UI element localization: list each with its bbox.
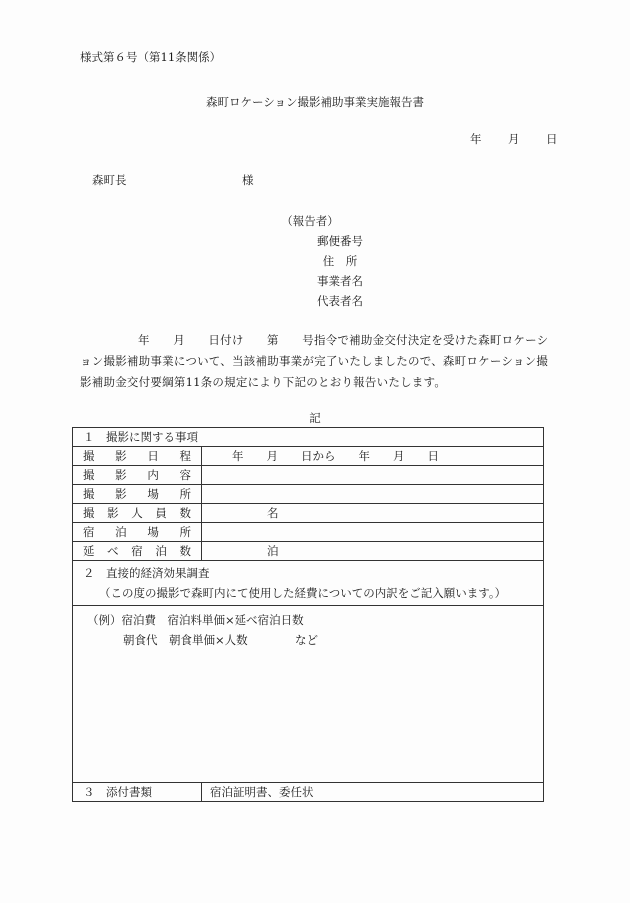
addressee-honorific: 様 bbox=[242, 173, 254, 187]
schedule-value: 年 月 日から 年 月 日 bbox=[232, 449, 439, 463]
row-value-staff-count bbox=[202, 504, 544, 523]
reporter-company-name: 事業者名 bbox=[317, 274, 363, 288]
addressee-name: 森町長 bbox=[92, 173, 127, 187]
reporter-address: 住 所 bbox=[322, 254, 358, 268]
body-paragraph bbox=[80, 330, 550, 393]
report-table bbox=[72, 427, 544, 802]
table-row bbox=[73, 447, 544, 466]
reporter-representative: 代表者名 bbox=[317, 294, 363, 308]
addressee bbox=[92, 172, 254, 188]
table-row bbox=[73, 466, 544, 485]
row-label-shooting-schedule: 撮影日程 bbox=[73, 447, 202, 466]
document-title: 森町ロケーション撮影補助事業実施報告書 bbox=[205, 95, 425, 109]
section1-heading: １ 撮影に関する事項 bbox=[73, 428, 544, 447]
expense-breakdown-area bbox=[73, 606, 544, 783]
section2-heading: ２ 直接的経済効果調査 bbox=[83, 566, 210, 580]
date-line bbox=[470, 131, 558, 147]
form-number: 様式第６号（第11条関係） bbox=[80, 50, 222, 64]
table-row bbox=[73, 542, 544, 561]
row-value-shooting-content bbox=[202, 466, 544, 485]
section2-row bbox=[73, 561, 544, 606]
table-row bbox=[73, 523, 544, 542]
row-label-staff-count: 撮影人員数 bbox=[73, 504, 202, 523]
row-value-lodging-place bbox=[202, 523, 544, 542]
date-month: 月 bbox=[508, 132, 520, 146]
table-row bbox=[73, 504, 544, 523]
section3-value: 宿泊証明書、委任状 bbox=[202, 783, 544, 802]
body-text: 年 月 日付け 第 号指令で補助金交付決定を受けた森町ロケーション撮影補助事業について、当該補助事業が完了いたしましたので、森町ロケーション撮影補助金交付要綱第11条の規定により下記のとおり報告いたします。 bbox=[80, 333, 549, 389]
example-line-1: （例）宿泊費 宿泊料単価×延べ宿泊日数 bbox=[87, 613, 304, 627]
reporter-block bbox=[0, 211, 630, 311]
row-value-shooting-location bbox=[202, 485, 544, 504]
row-label-shooting-location: 撮影場所 bbox=[73, 485, 202, 504]
reporter-heading: （報告者） bbox=[281, 214, 339, 228]
row-value-total-nights bbox=[202, 542, 544, 561]
example-line-2 bbox=[83, 630, 535, 650]
row-label-total-nights: 延べ宿泊数 bbox=[73, 542, 202, 561]
date-day: 日 bbox=[546, 132, 558, 146]
section1-row bbox=[73, 428, 544, 447]
table-row bbox=[73, 485, 544, 504]
row-label-lodging-place: 宿泊場所 bbox=[73, 523, 202, 542]
row-label-shooting-content: 撮影内容 bbox=[73, 466, 202, 485]
staff-count-unit: 名 bbox=[267, 506, 279, 520]
row-value-shooting-schedule bbox=[202, 447, 544, 466]
example-line-2-etc: など bbox=[294, 633, 318, 647]
example-row bbox=[73, 606, 544, 783]
section2-cell bbox=[73, 561, 544, 606]
section2-note: （この度の撮影で森町内にて使用した経費についての内訳をご記入願います。） bbox=[99, 586, 507, 600]
section3-label: ３ 添付書類 bbox=[73, 783, 202, 802]
example-line-2-formula: 朝食代 朝食単価×人数 bbox=[123, 633, 248, 647]
reporter-postal-code: 郵便番号 bbox=[317, 234, 363, 248]
section3-row bbox=[73, 783, 544, 802]
total-nights-unit: 泊 bbox=[267, 544, 279, 558]
date-year: 年 bbox=[470, 132, 482, 146]
ki-heading: 記 bbox=[309, 411, 321, 425]
